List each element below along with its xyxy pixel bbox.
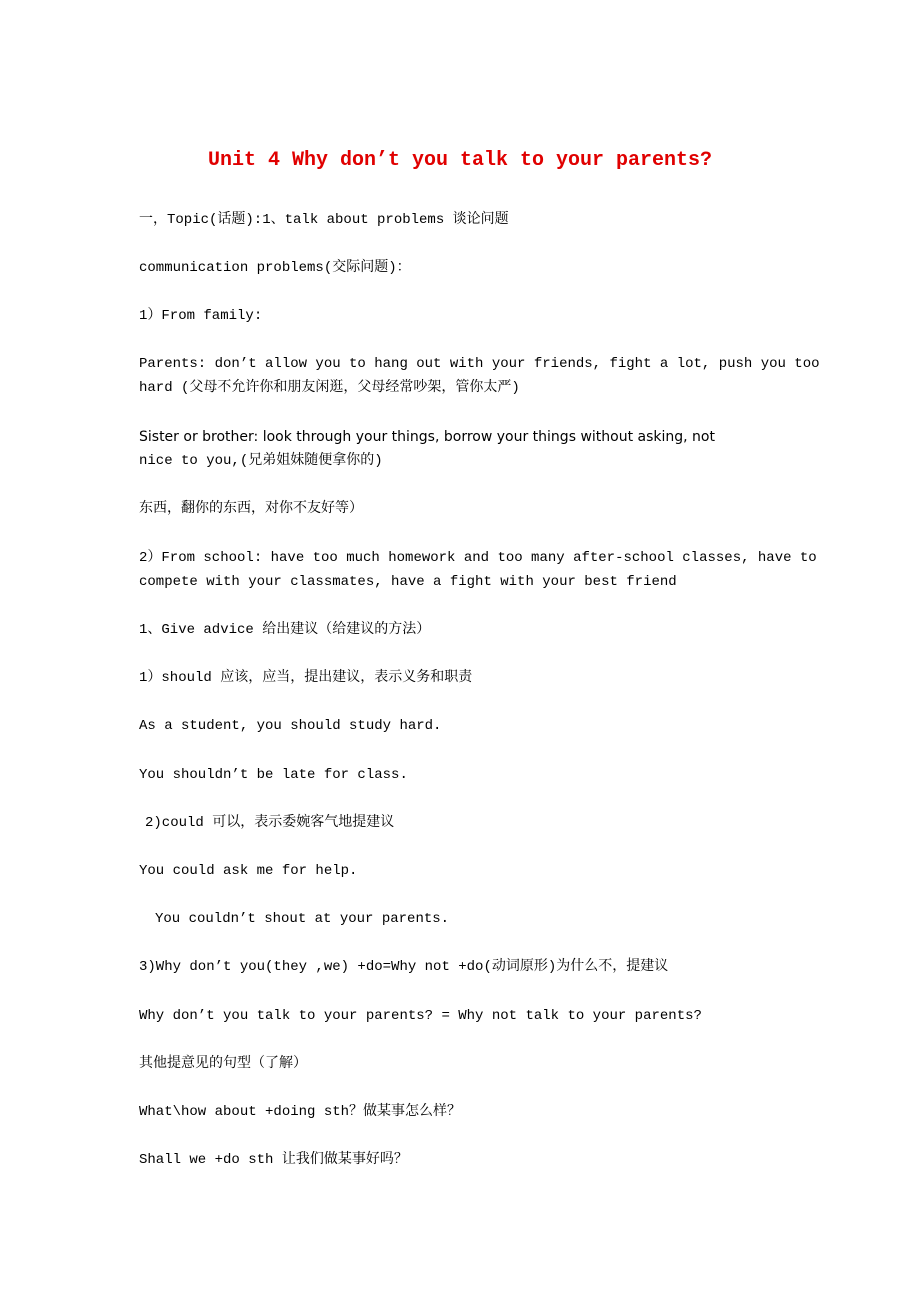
paragraph-could: 2)could 可以，表示委婉客气地提建议 [145,815,395,831]
paragraph-why-dont-you: 3)Why don’t you(they ,we) +do=Why not +do(动词原形)为什么不，提建议 [139,959,669,975]
paragraph-topic: 一，Topic(话题):1、talk about problems 谈论问题 [139,212,509,228]
paragraph-from-school-line1: 2）From school: have too much homework and too many after-school classes, have to [139,550,817,566]
paragraph-siblings-line2: nice to you,(兄弟姐妹随便拿你的) [139,453,383,469]
document-title: Unit 4 Why don’t you talk to your parents? [207,149,713,172]
paragraph-what-how-about: What\how about +doing sth？做某事怎么样？ [139,1104,462,1120]
paragraph-why-dont-you-example: Why don’t you talk to your parents? = Why not talk to your parents? [139,1008,702,1024]
paragraph-shall-we: Shall we +do sth 让我们做某事好吗？ [139,1152,408,1168]
paragraph-siblings-line3: 东西，翻你的东西，对你不友好等） [139,501,363,517]
paragraph-from-school-line2: compete with your classmates, have a fight with your best friend [139,574,677,590]
paragraph-could-example2: You couldn’t shout at your parents. [155,911,450,927]
paragraph-communication-problems: communication problems(交际问题)： [139,260,411,276]
paragraph-give-advice: 1、Give advice 给出建议（给建议的方法） [139,622,431,638]
paragraph-should-example2: You shouldn’t be late for class. [139,767,408,783]
paragraph-could-example1: You could ask me for help. [139,863,358,879]
paragraph-other-patterns: 其他提意见的句型（了解） [139,1056,307,1072]
paragraph-parents-line2: hard (父母不允许你和朋友闲逛，父母经常吵架，管你太严) [139,380,520,396]
paragraph-from-family: 1）From family: [139,308,263,324]
paragraph-should-example1: As a student, you should study hard. [139,718,442,734]
paragraph-siblings-line1: Sister or brother: look through your things, borrow your things without asking, not [139,429,715,445]
paragraph-parents-line1: Parents: don’t allow you to hang out with your friends, fight a lot, push you too [139,356,820,372]
paragraph-should: 1）should 应该，应当，提出建议，表示义务和职责 [139,670,473,686]
